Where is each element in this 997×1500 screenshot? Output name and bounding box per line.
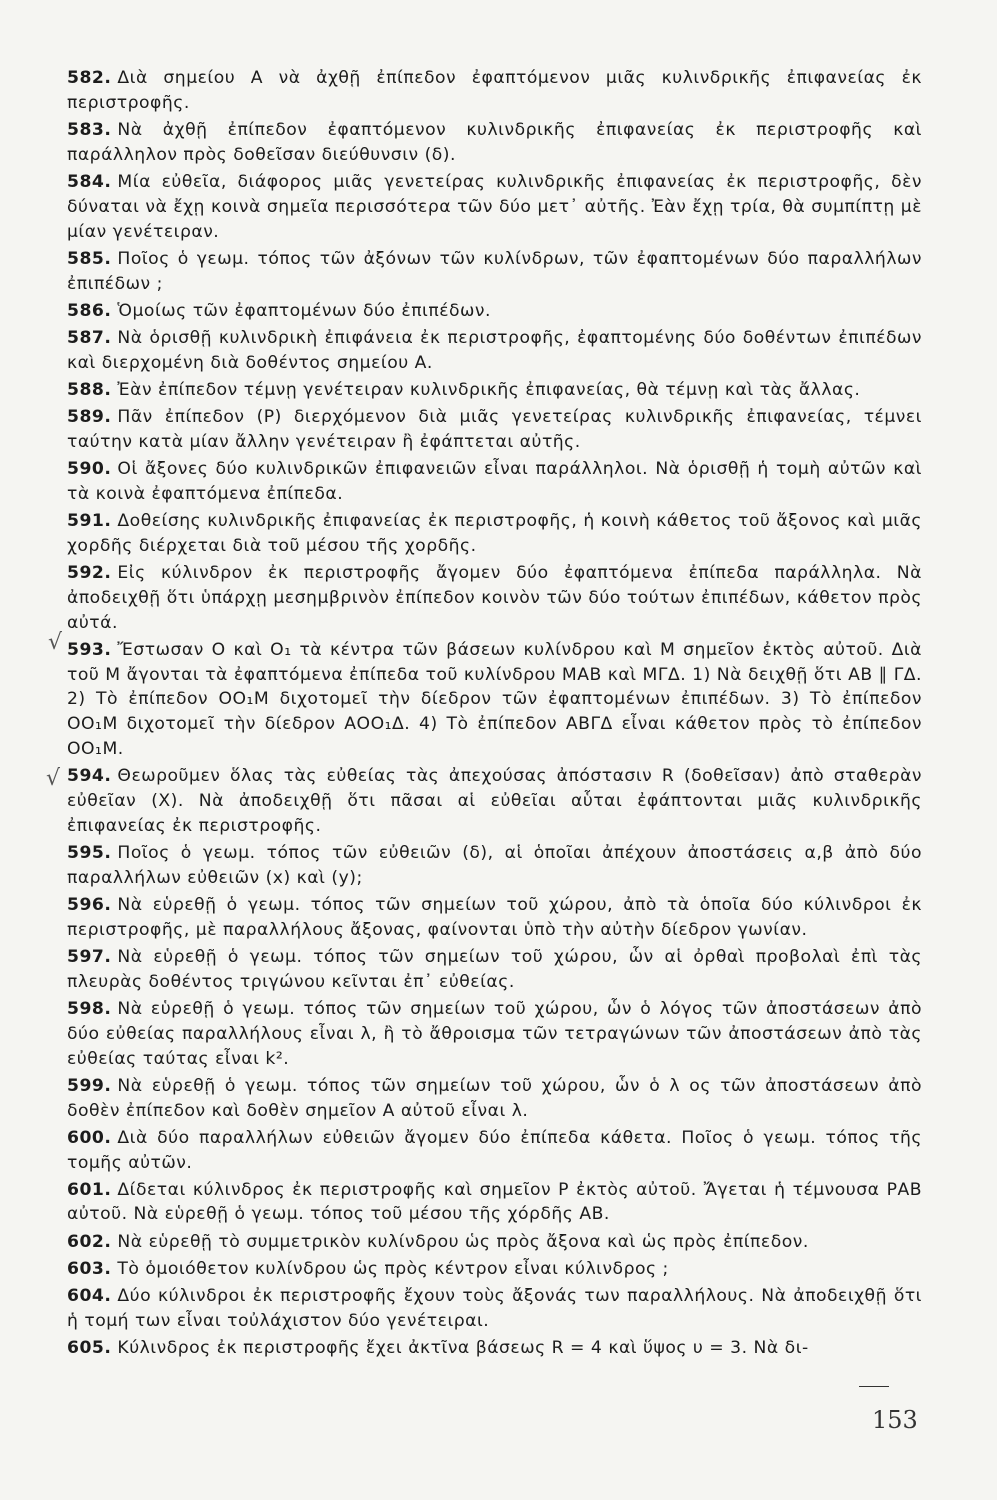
problem-585 <box>67 247 922 297</box>
problem-text: Νὰ ἀχθῇ ἐπίπεδον ἐφαπτόμενον κυλινδρικῆς ἐπιφανείας ἐκ περιστροφῆς καὶ παράλληλον πρὸς δοθεῖσαν διεύθυνσιν (δ). <box>67 119 922 165</box>
problem-number: 590. <box>67 459 112 480</box>
problem-587 <box>67 326 922 376</box>
problem-text: Ποῖος ὁ γεωμ. τόπος τῶν εὐθειῶν (δ), αἱ ὁποῖαι ἀπέχουν ἀποστάσεις α,β ἀπὸ δύο παραλλήλων εὐθειῶν (x) καὶ (y); <box>67 842 922 888</box>
problem-text: Τὸ ὁμοιόθετον κυλίνδρου ὡς πρὸς κέντρον εἶναι κύλινδρος ; <box>117 1258 669 1279</box>
problem-584 <box>67 170 922 244</box>
problem-number: 583. <box>67 119 112 140</box>
problem-text: Ποῖος ὁ γεωμ. τόπος τῶν ἀξόνων τῶν κυλίνδρων, τῶν ἐφαπτομένων δύο παραλλήλων ἐπιπέδων ; <box>67 248 922 294</box>
problem-586 <box>67 299 922 324</box>
problem-text: Κύλινδρος ἐκ περιστροφῆς ἔχει ἀκτῖνα βάσεως R = 4 καὶ ὕψος υ = 3. Νὰ δι- <box>117 1338 809 1359</box>
problem-text: Πᾶν ἐπίπεδον (Ρ) διερχόμενον διὰ μιᾶς γενετείρας κυλινδρικῆς ἐπιφανείας, τέμνει ταύτην κατὰ μίαν ἄλλην γενέτειραν ἢ ἐφάπτεται αὐτῆς. <box>67 407 922 452</box>
problem-text: Νὰ εὑρεθῇ τὸ συμμετρικὸν κυλίνδρου ὡς πρὸς ἄξονα καὶ ὡς πρὸς ἐπίπεδον. <box>117 1231 809 1252</box>
check-mark-icon: √ <box>48 630 63 655</box>
problem-number: 597. <box>67 946 112 967</box>
problem-text: Εἰς κύλινδρον ἐκ περιστροφῆς ἄγομεν δύο ἐφαπτόμενα ἐπίπεδα παράλληλα. Νὰ ἀποδειχθῇ ὅτι ὑπάρχῃ μεσημβρινὸν ἐπίπεδον κοινὸν τῶν δύο τούτων ἐπιπέδων, κάθετον πρὸς αὐτά. <box>67 563 922 633</box>
problem-number: 591. <box>67 511 112 532</box>
problem-text: Ἔστωσαν Ο καὶ Ο₁ τὰ κέντρα τῶν βάσεων κυλίνδρου καὶ Μ σημεῖον ἐκτὸς αὐτοῦ. Διὰ τοῦ Μ ἄγονται τὰ ἐφαπτόμενα ἐπίπεδα τοῦ κυλίνδρου ΜΑΒ καὶ ΜΓΔ. 1) Νὰ δειχθῇ ὅτι ΑΒ ∥ ΓΔ. 2) Τὸ ἐπίπεδον ΟΟ₁Μ διχοτομεῖ τὴν δίεδρον τῶν ἐφαπτομένων ἐπιπέδων. 3) Τὸ ἐπίπεδον ΟΟ₁Μ διχοτομεῖ τὴν δίεδρον ΑΟΟ₁Δ. 4) Τὸ ἐπίπεδον ΑΒΓΔ εἶναι κάθετον πρὸς τὸ ἐπίπεδον ΟΟ₁Μ. <box>67 639 922 760</box>
problem-number: 594. <box>67 766 112 787</box>
problem-598 <box>67 997 922 1071</box>
problem-number: 584. <box>67 171 112 192</box>
problem-text: Διὰ σημείου Α νὰ ἀχθῇ ἐπίπεδον ἐφαπτόμενον μιᾶς κυλινδρικῆς ἐπιφανείας ἐκ περιστροφῆς. <box>67 68 922 113</box>
problem-text: Δύο κύλινδροι ἐκ περιστροφῆς ἔχουν τοὺς ἄξονάς των παραλλήλους. Νὰ ἀποδειχθῇ ὅτι ἡ τομή των εἶναι τοὐλάχιστον δύο γενέτειραι. <box>67 1286 922 1331</box>
problem-599 <box>67 1074 922 1124</box>
problem-601 <box>67 1178 922 1228</box>
problem-number: 588. <box>67 379 112 400</box>
problem-600 <box>67 1126 922 1176</box>
problem-582 <box>67 66 922 116</box>
problem-594 <box>67 764 922 838</box>
problem-number: 596. <box>67 894 112 915</box>
end-mark-line <box>859 1372 889 1387</box>
problem-number: 599. <box>67 1075 112 1096</box>
problem-text: Δίδεται κύλινδρος ἐκ περιστροφῆς καὶ σημεῖον Ρ ἐκτὸς αὐτοῦ. Ἄγεται ἡ τέμνουσα ΡΑΒ αὐτοῦ. Νὰ εὑρεθῇ ὁ γεωμ. τόπος τοῦ μέσου τῆς χόρδῆς ΑΒ. <box>67 1179 922 1225</box>
problem-593 <box>67 638 922 762</box>
problem-number: 595. <box>67 842 112 863</box>
problem-number: 598. <box>67 998 112 1019</box>
problem-583 <box>67 118 922 168</box>
problem-number: 589. <box>67 407 112 428</box>
problem-number: 603. <box>67 1258 112 1279</box>
problem-590 <box>67 457 922 507</box>
problems-list <box>67 66 922 1363</box>
problem-number: 604. <box>67 1286 112 1307</box>
problem-603 <box>67 1257 922 1282</box>
problem-602 <box>67 1230 922 1255</box>
problem-number: 585. <box>67 248 112 269</box>
problem-text: Μία εὐθεῖα, διάφορος μιᾶς γενετείρας κυλινδρικῆς ἐπιφανείας ἐκ περιστροφῆς, δὲν δύναται νὰ ἔχῃ κοινὰ σημεῖα περισσότερα τῶν δύο μετ᾽ αὐτῆς. Ἐὰν ἔχῃ τρία, θὰ συμπίπτῃ μὲ μίαν γενέτειραν. <box>67 171 922 242</box>
problem-number: 602. <box>67 1231 112 1252</box>
problem-text: Διὰ δύο παραλλήλων εὐθειῶν ἄγομεν δύο ἐπίπεδα κάθετα. Ποῖος ὁ γεωμ. τόπος τῆς τομῆς αὐτῶν. <box>67 1127 922 1173</box>
problem-588 <box>67 378 922 403</box>
page-number: 153 <box>872 1406 918 1434</box>
problem-text: Ἐὰν ἐπίπεδον τέμνῃ γενέτειραν κυλινδρικῆς ἐπιφανείας, θὰ τέμνῃ καὶ τὰς ἄλλας. <box>117 379 861 400</box>
problem-text: Νὰ εὑρεθῇ ὁ γεωμ. τόπος τῶν σημείων τοῦ χώρου, ἀπὸ τὰ ὁποῖα δύο κύλινδροι ἐκ περιστροφῆς, μὲ παραλλήλους ἄξονας, φαίνονται ὑπὸ τὴν αὐτὴν δίεδρον γωνίαν. <box>67 894 922 940</box>
problem-number: 587. <box>67 327 112 348</box>
problem-number: 605. <box>67 1338 112 1359</box>
problem-596 <box>67 893 922 943</box>
problem-text: Νὰ εὑρεθῇ ὁ γεωμ. τόπος τῶν σημείων τοῦ χώρου, ὧν ὁ λ ος τῶν ἀποστάσεων ἀπὸ δοθὲν ἐπίπεδον καὶ δοθὲν σημεῖον Α αὐτοῦ εἶναι λ. <box>67 1075 922 1121</box>
problem-597 <box>67 945 922 995</box>
problem-605 <box>67 1336 922 1361</box>
problem-595 <box>67 841 922 891</box>
problem-number: 586. <box>67 300 112 321</box>
problem-text: Οἱ ἄξονες δύο κυλινδρικῶν ἐπιφανειῶν εἶναι παράλληλοι. Νὰ ὁρισθῇ ἡ τομὴ αὐτῶν καὶ τὰ κοινὰ ἐφαπτόμενα ἐπίπεδα. <box>67 459 922 504</box>
problem-text: Νὰ ὁρισθῇ κυλινδρικὴ ἐπιφάνεια ἐκ περιστροφῆς, ἐφαπτομένης δύο δοθέντων ἐπιπέδων καὶ διερχομένη διὰ δοθέντος σημείου Α. <box>67 327 922 373</box>
problem-604 <box>67 1284 922 1334</box>
problem-text: Θεωροῦμεν ὅλας τὰς εὐθείας τὰς ἀπεχούσας ἀπόστασιν R (δοθεῖσαν) ἀπὸ σταθερὰν εὐθεῖαν (Χ). Νὰ ἀποδειχθῇ ὅτι πᾶσαι αἱ εὐθεῖαι αὗται ἐφάπτονται μιᾶς κυλινδρικῆς ἐπιφανείας ἐκ περιστροφῆς. <box>67 766 922 836</box>
problem-589 <box>67 405 922 455</box>
problem-592 <box>67 561 922 635</box>
problem-text: Νὰ εὑρεθῇ ὁ γεωμ. τόπος τῶν σημείων τοῦ χώρου, ὧν ὁ λόγος τῶν ἀποστάσεων ἀπὸ δύο εὐθείας παραλλήλους εἶναι λ, ἢ τὸ ἄθροισμα τῶν τετραγώνων τῶν ἀποστάσεων ἀπὸ τὰς εὐθείας ταύτας εἶναι k². <box>67 998 922 1069</box>
check-mark-icon: √ <box>46 766 61 791</box>
problem-number: 600. <box>67 1127 112 1148</box>
problem-number: 582. <box>67 68 112 88</box>
problem-number: 601. <box>67 1179 112 1200</box>
problem-number: 593. <box>67 639 112 660</box>
problem-text: Δοθείσης κυλινδρικῆς ἐπιφανείας ἐκ περιστροφῆς, ἡ κοινὴ κάθετος τοῦ ἄξονος καὶ μιᾶς χορδῆς διέρχεται διὰ τοῦ μέσου τῆς χορδῆς. <box>67 511 922 556</box>
problem-number: 592. <box>67 563 112 584</box>
problem-text: Νὰ εὑρεθῇ ὁ γεωμ. τόπος τῶν σημείων τοῦ χώρου, ὧν αἱ ὀρθαὶ προβολαὶ ἐπὶ τὰς πλευρὰς δοθέντος τριγώνου κεῖνται ἐπ᾽ εὐθείας. <box>67 946 922 992</box>
problem-text: Ὁμοίως τῶν ἐφαπτομένων δύο ἐπιπέδων. <box>117 300 491 321</box>
problem-591 <box>67 509 922 559</box>
